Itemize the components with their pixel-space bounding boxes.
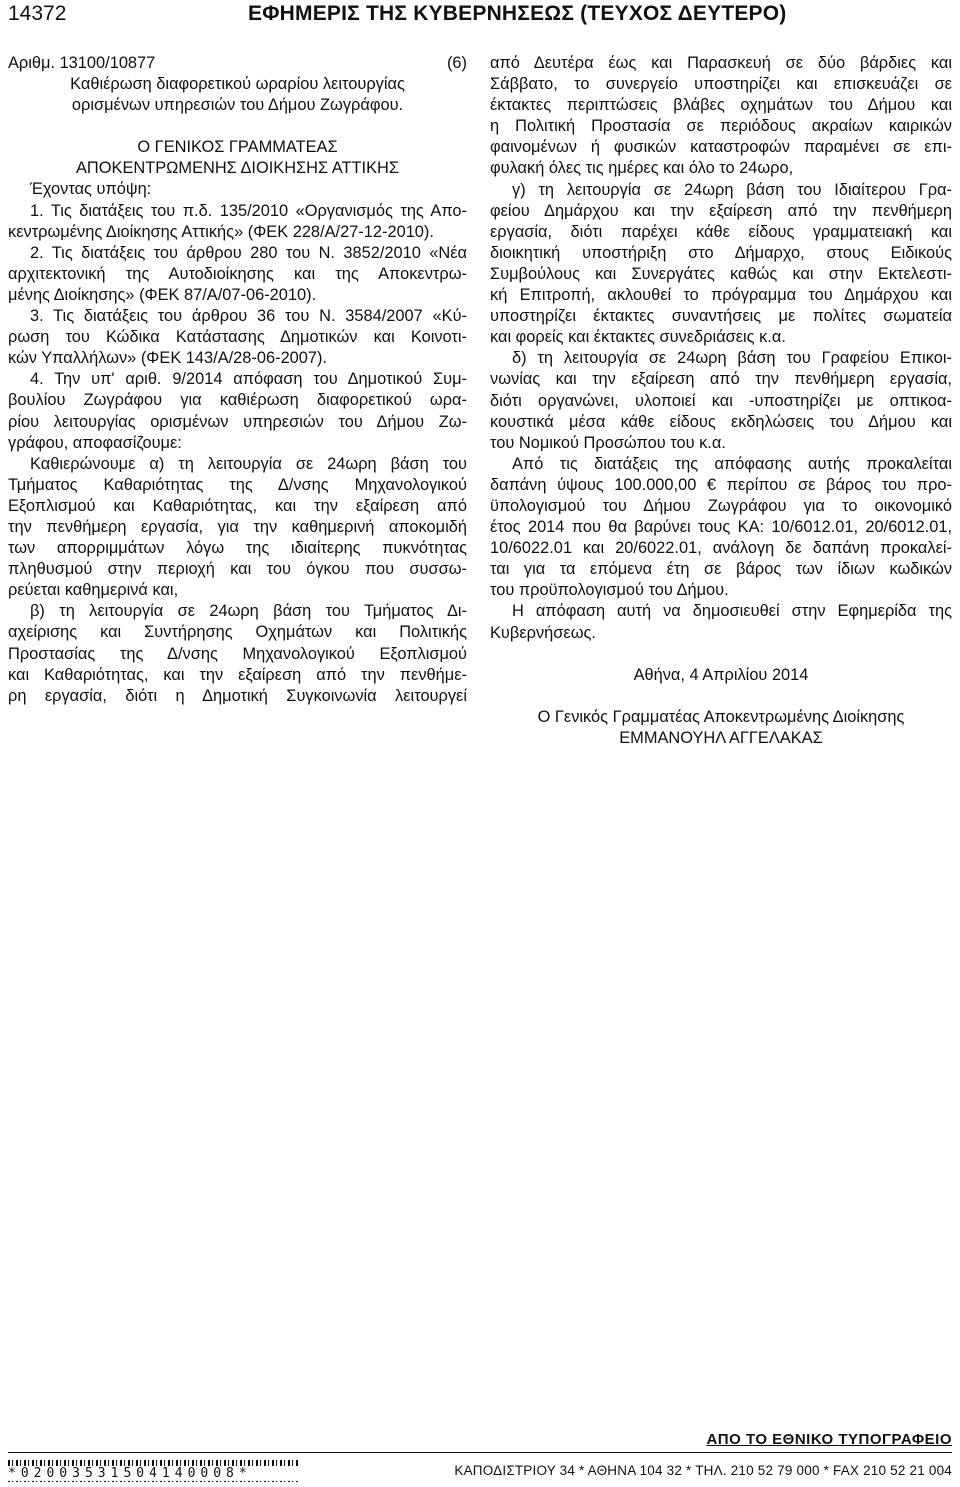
text-line: μένης Διοίκησης» (ΦΕΚ 87/Α/07-06-2010). bbox=[8, 285, 317, 304]
signature-place-date: Αθήνα, 4 Απριλίου 2014 bbox=[633, 665, 809, 684]
text-line: Έχοντας υπόψη: bbox=[30, 180, 152, 199]
signature-role: Ο Γενικός Γραμματέας Αποκεντρωμένης Διοίκησης bbox=[537, 707, 905, 726]
text-line: Εξοπλισμού και Καθαριότητας, και την εξαίρεση από bbox=[8, 496, 467, 515]
decision-number-line bbox=[8, 53, 467, 74]
text-line: Κυβερνήσεως. bbox=[490, 623, 596, 642]
text-line: Σάββατο, το συνεργείο υποστηρίζει και επισκευάζει σε bbox=[490, 75, 952, 94]
spacer bbox=[490, 644, 952, 665]
text-line: η Πολιτική Προστασία σε περιόδους ακραίων καιρικών bbox=[490, 117, 952, 136]
left-column bbox=[8, 53, 467, 707]
text-line: και φορείς και έκτακτες συνεδριάσεις κ.α. bbox=[490, 328, 786, 347]
footer-title: ΑΠΟ ΤΟ ΕΘΝΙΚΟ ΤΥΠΟΓΡΑΦΕΙΟ bbox=[706, 1431, 952, 1448]
barcode-text: *02003531504140008* bbox=[8, 1466, 298, 1481]
right-column bbox=[490, 53, 952, 749]
text-line: 10/6022.01 και 20/6022.01, ανάλογη δε δαπάνη προκαλεί- bbox=[490, 539, 952, 558]
text-line: Συμβούλους και Συνεργάτες καθώς και στην Εκτελεστι- bbox=[490, 264, 952, 283]
footer-divider bbox=[8, 1452, 952, 1453]
text-line: αχείρισης και Συντήρησης Οχημάτων και Πολιτικής bbox=[8, 623, 467, 642]
text-line: γ) τη λειτουργία σε 24ωρη βάση του Ιδιαίτερου Γρα- bbox=[512, 180, 952, 199]
text-line: Καθιερώνουμε α) τη λειτουργία σε 24ωρη βάση του bbox=[30, 454, 467, 473]
text-line: την πενθήμερη εργασία, για την καθημερινή αποκομιδή bbox=[8, 517, 467, 536]
text-line: φαινομένων ή φυσικών καταστροφών παραμένει σε επι- bbox=[490, 138, 952, 157]
text-line: πληθυσμού στην περιοχή και του όγκου που συσσω- bbox=[8, 560, 467, 579]
text-line: ται για τα επόμενα έτη σε βάρος των ίδιων κωδικών bbox=[490, 560, 952, 579]
decision-title-line-2: ορισμένων υπηρεσιών του Δήμου Ζωγράφου. bbox=[71, 96, 404, 115]
text-line: διοικητική υποστήριξη στο Δήμαρχο, στους Ειδικούς bbox=[490, 243, 952, 262]
text-line: κεντρωμένης Διοίκησης Αττικής» (ΦΕΚ 228/Α/27-12-2010). bbox=[8, 222, 434, 241]
text-line: κών Υπαλλήλων» (ΦΕΚ 143/Α/28-06-2007). bbox=[8, 349, 328, 368]
gazette-title: ΕΦΗΜΕΡΙΣ ΤΗΣ ΚΥΒΕΡΝΗΣΕΩΣ (ΤΕΥΧΟΣ ΔΕΥΤΕΡΟ) bbox=[248, 2, 787, 25]
text-line: δ) τη λειτουργία σε 24ωρη βάση του Γραφείου Επικοι- bbox=[512, 349, 952, 368]
text-line: κή Επιτροπή, ακλουθεί το πρόγραμμα του Δημάρχου και bbox=[490, 286, 952, 305]
text-line: ρη εργασία, διότι η Δημοτική Συγκοινωνία λειτουργεί bbox=[8, 686, 467, 705]
text-line: του προϋπολογισμού του Δήμου. bbox=[490, 581, 729, 600]
text-line: 2. Τις διατάξεις του άρθρου 280 του Ν. 3852/2010 «Νέα bbox=[30, 243, 467, 262]
text-line: 3. Τις διατάξεις του άρθρου 36 του Ν. 3584/2007 «Κύ- bbox=[30, 307, 467, 326]
text-line: έτος 2014 που θα βαρύνει τους ΚΑ: 10/6012.01, 20/6012.01, bbox=[490, 518, 952, 537]
text-line: 1. Τις διατάξεις του π.δ. 135/2010 «Οργανισμός της Απο- bbox=[30, 201, 467, 220]
text-line: δαπάνη ύψους 100.000,00 € περίπου σε βάρος του προ- bbox=[490, 475, 952, 494]
decision-sequence: (6) bbox=[446, 54, 467, 72]
text-line: νωνίας και την εξαίρεση από την πενθήμερη εργασία, bbox=[490, 370, 952, 389]
text-line: β) τη λειτουργία σε 24ωρη βάση του Τμήματος Δι- bbox=[30, 602, 467, 621]
text-line: ρεύεται καθημερινά και, bbox=[8, 581, 179, 600]
page-number: 14372 bbox=[8, 2, 67, 25]
text-line: βουλίου Ζωγράφου για καθιέρωση διαφορετικού ωρα- bbox=[8, 391, 467, 410]
text-line: του Νομικού Προσώπου του κ.α. bbox=[490, 433, 726, 452]
text-line: Προστασίας της Δ/νσης Μηχανολογικού Εξοπλισμού bbox=[8, 644, 467, 663]
decision-title-line-1: Καθιέρωση διαφορετικού ωραρίου λειτουργίας bbox=[70, 75, 405, 94]
text-line: ρίου λειτουργίας ορισμένων υπηρεσιών του Δήμου Ζω- bbox=[8, 412, 467, 431]
text-line: Η απόφαση αυτή να δημοσιευθεί στην Εφημερίδα της bbox=[512, 602, 952, 621]
page-header bbox=[8, 2, 952, 36]
text-line: έκτακτες περιπτώσεις βλάβες οχημάτων του Δήμου και bbox=[490, 96, 952, 115]
authority-line-2: ΑΠΟΚΕΝΤΡΩΜΕΝΗΣ ΔΙΟΙΚΗΣΗΣ ΑΤΤΙΚΗΣ bbox=[76, 159, 399, 178]
text-line: φείου Δημάρχου και την εξαίρεση από την πενθήμερη bbox=[490, 201, 952, 220]
text-line: και Καθαριότητας, και την εξαίρεση από την πενθήμε- bbox=[8, 665, 467, 684]
text-line: αρχιτεκτονική της Αυτοδιοίκησης και της Αποκεντρω- bbox=[8, 264, 467, 283]
text-line: εργασία, διότι παρέχει κάθε είδους γραμματειακή και bbox=[490, 222, 952, 241]
text-line: των απορριμμάτων λόγω της ιδιαίτερης πυκνότητας bbox=[8, 539, 467, 558]
text-line: Από τις διατάξεις της απόφασης αυτής προκαλείται bbox=[512, 454, 952, 473]
text-line: κουστικά μέσα κάθε είδους εκδηλώσεις του Δήμου και bbox=[490, 412, 952, 431]
signature-name: ΕΜΜΑΝΟΥΗΛ ΑΓΓΕΛΑΚΑΣ bbox=[619, 728, 823, 747]
text-line: υποστηρίζει έκτακτες συναντήσεις με πολίτες σωματεία bbox=[490, 307, 952, 326]
spacer bbox=[490, 686, 952, 707]
text-line: ρωση του Κώδικα Κατάστασης Δημοτικών και Κοινοτι- bbox=[8, 328, 467, 347]
spacer bbox=[8, 116, 467, 137]
text-line: διότι οργανώνει, υλοποιεί και -υποστηρίζει με οπτικοα- bbox=[490, 391, 952, 410]
text-line: φυλακή όλες τις ημέρες και όλο το 24ωρο, bbox=[490, 159, 794, 178]
text-line: γράφου, αποφασίζουμε: bbox=[8, 433, 182, 452]
text-line: ϋπολογισμού του Δήμου Ζωγράφου για το οικονομικό bbox=[490, 496, 952, 515]
decision-number: Αριθμ. 13100/10877 bbox=[8, 54, 156, 72]
text-line: 4. Την υπ' αριθ. 9/2014 απόφαση του Δημοτικού Συμ- bbox=[30, 370, 467, 389]
text-line: από Δευτέρα έως και Παρασκευή σε δύο βάρδιες και bbox=[490, 54, 952, 72]
text-line: Τμήματος Καθαριότητας της Δ/νσης Μηχανολογικού bbox=[8, 475, 467, 494]
authority-line-1: Ο ΓΕΝΙΚΟΣ ΓΡΑΜΜΑΤΕΑΣ bbox=[137, 138, 338, 157]
footer-contact: ΚΑΠΟΔΙΣΤΡΙΟΥ 34 * ΑΘΗΝΑ 104 32 * ΤΗΛ. 210 52 79 000 * FAX 210 52 21 004 bbox=[454, 1463, 952, 1478]
